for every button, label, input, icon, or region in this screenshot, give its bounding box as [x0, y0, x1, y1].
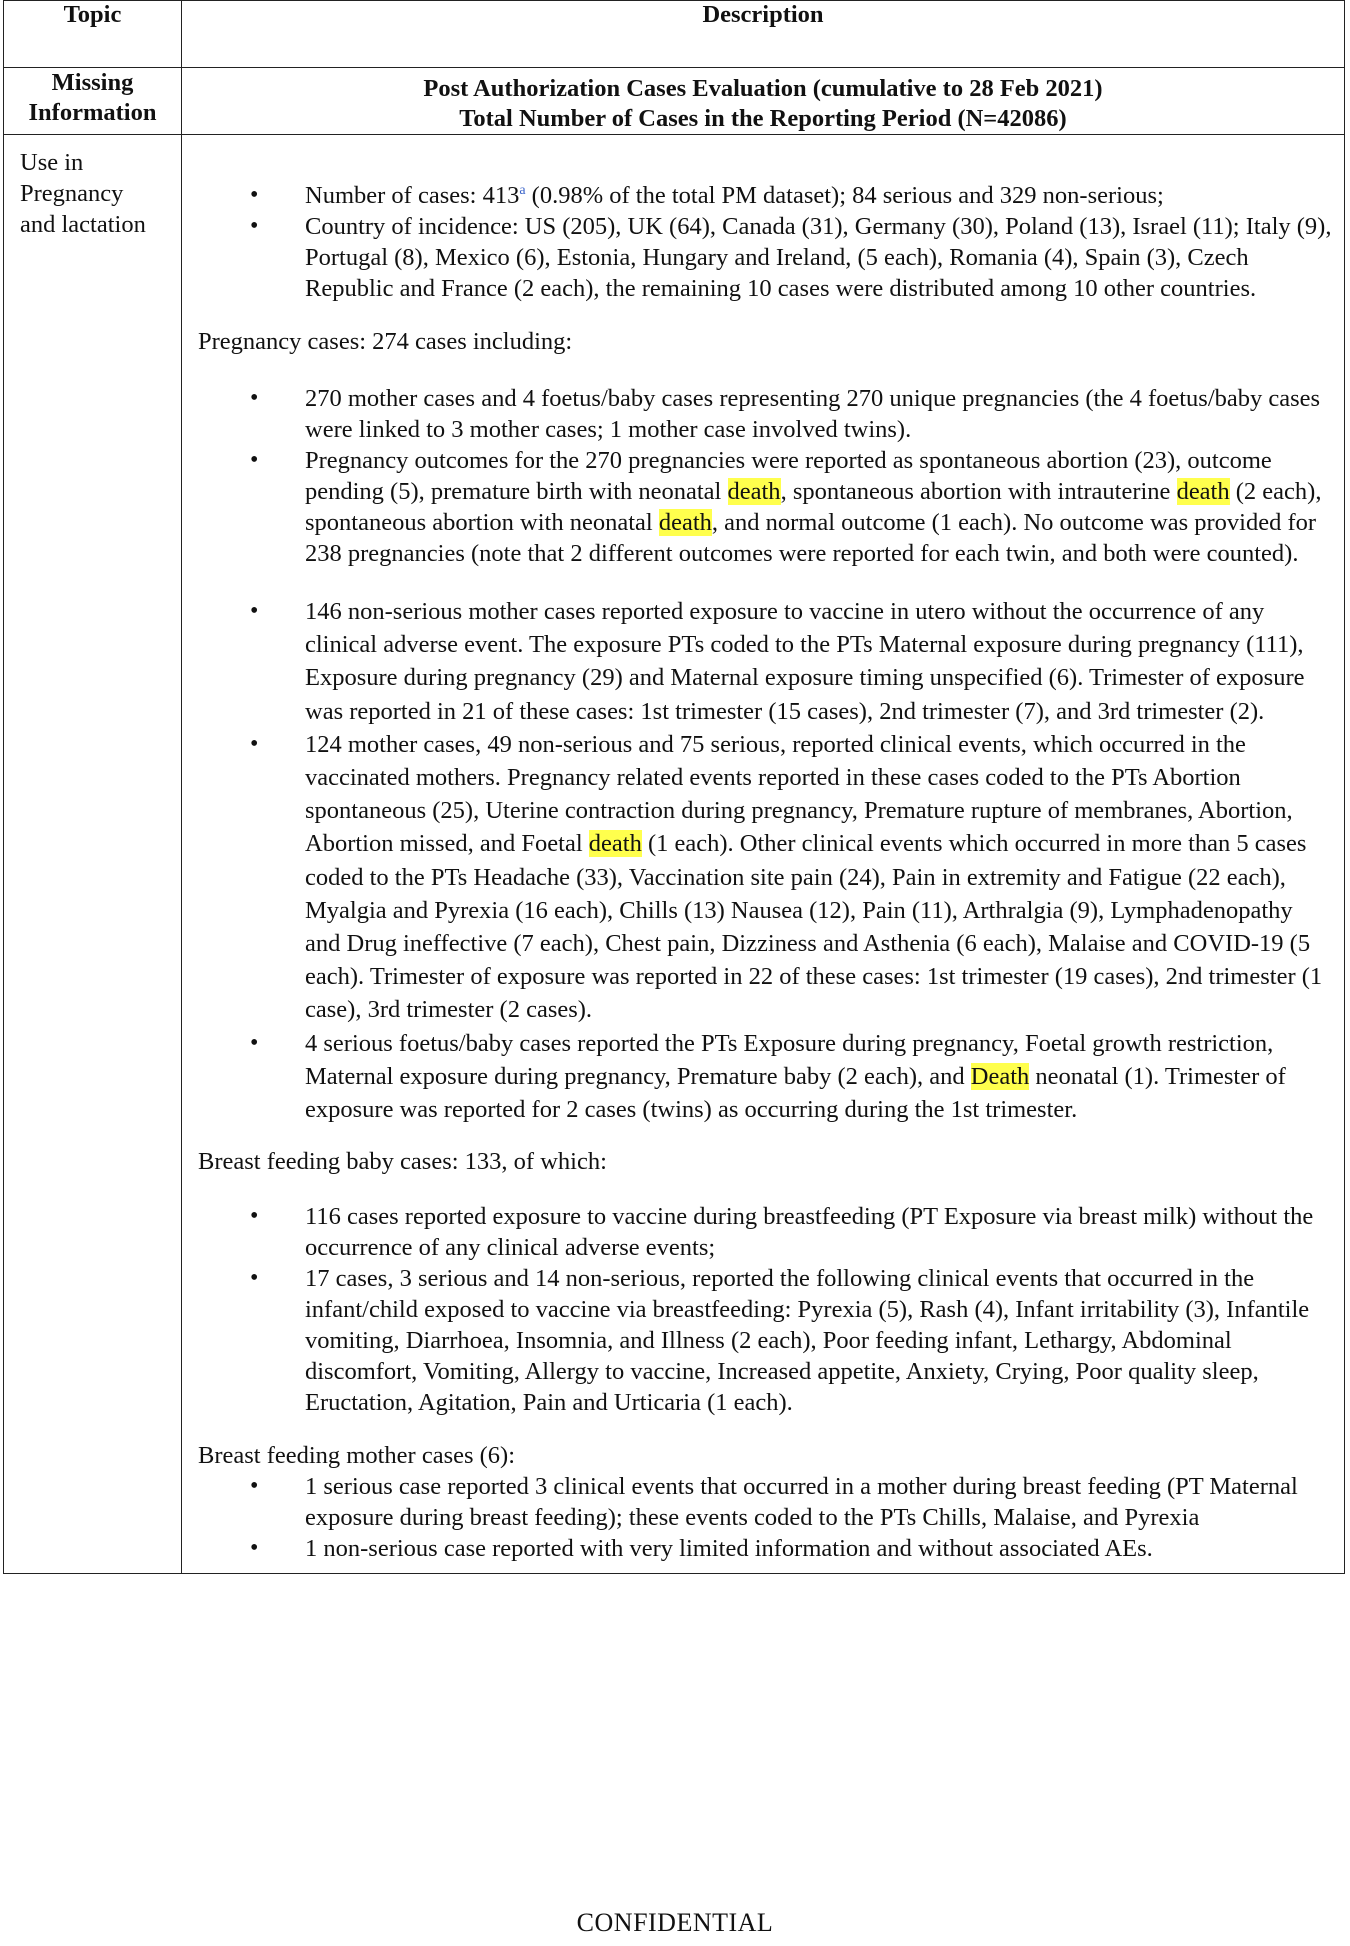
missing-label-line1: Missing [51, 69, 134, 96]
outcome-text-2: , spontaneous abortion with intrauterine [780, 478, 1177, 505]
missing-label-line2: Information [28, 99, 157, 126]
outcome-text-4: , and normal outcome (1 each). No outcome was provided for 238 pregnancies (note that 2 different outcomes were reported for each twin, and both were counted). [305, 509, 1317, 567]
highlight-death: death [1176, 478, 1230, 505]
pregnancy-heading: Pregnancy cases: 274 cases including: [198, 328, 573, 355]
list-item [198, 1471, 1332, 1533]
mother-events-text-2: (1 each). Other clinical events which occurred in more than 5 cases coded to the PTs Headache (33), Vaccination site pain (24), Pain in extremity and Fatigue (22 each), Myalgia and Pyrexia (16 each), Chills (13) Nausea (12), Pain (11), Arthralgia (9), Lymphadenopathy and Drug ineffective (7 each), Chest pain, Dizziness and Asthenia (6 each), Malaise and COVID-19 (5 each). Trimester of exposure was reported in 22 of these cases: 1st trimester (19 cases), 2nd trimester (1 case), 3rd trimester (2 cases). [305, 830, 1323, 1024]
topic-line1: Use in [20, 149, 84, 176]
serious-mother-case-text: 1 serious case reported 3 clinical events that occurred in a mother during breast feeding (PT Maternal exposure during breast feeding); these events coded to the PTs Chills, Malaise, and Pyrexia [305, 1473, 1298, 1532]
list-item [198, 1201, 1332, 1263]
non-serious-mother-text: 146 non-serious mother cases reported exposure to vaccine in utero without the occurrence of any clinical adverse event. The exposure PTs coded to the PTs Maternal exposure during pregnancy (111), Exposure during pregnancy (29) and Maternal exposure timing unspecified (6). Trimester of exposure was reported in 21 of these cases: 1st trimester (15 cases), 2nd trimester (7), and 3rd trimester (2). [305, 598, 1305, 725]
foetus-cases-text-1: 4 serious foetus/baby cases reported the PTs Exposure during pregnancy, Foetal growth restriction, Maternal exposure during pregnancy, Premature baby (2 each), and [305, 1029, 1274, 1090]
list-item [198, 1263, 1332, 1418]
highlight-death: death [727, 478, 781, 505]
mother-events-text-1: 124 mother cases, 49 non-serious and 75 serious, reported clinical events, which occurred in the vaccinated mothers. Pregnancy related events reported in these cases coded to the PTs Abortion spontaneous (25), Uterine contraction during pregnancy, Premature rupture of membranes, Abortion, Abortion missed, and Foetal [305, 730, 1293, 858]
overview-list [198, 180, 1332, 304]
table-row [4, 135, 1345, 1574]
confidential-footer: CONFIDENTIAL [576, 1908, 774, 1937]
topic-line2: Pregnancy [20, 180, 124, 207]
cases-count-text: Number of cases: 413 [305, 182, 520, 209]
pregnancy-lactation-table [3, 0, 1345, 1574]
list-item [198, 1533, 1332, 1564]
list-item [198, 211, 1332, 304]
breastfeeding-baby-list [198, 1201, 1332, 1418]
non-serious-mother-case-text: 1 non-serious case reported with very limited information and without associated AEs. [305, 1535, 1153, 1563]
subheader-row [4, 68, 1345, 135]
outcome-text-1: Pregnancy outcomes for the 270 pregnancies were reported as spontaneous abortion (23), outcome pending (5), premature birth with neonatal [305, 447, 1272, 505]
evaluation-title-line2: Total Number of Cases in the Reporting Period (N=42086) [459, 105, 1067, 132]
header-description: Description [182, 1, 1345, 68]
list-item [198, 180, 1332, 211]
evaluation-title-line1: Post Authorization Cases Evaluation (cumulative to 28 Feb 2021) [423, 75, 1103, 102]
table-header-row [4, 1, 1345, 68]
country-incidence-text: Country of incidence: US (205), UK (64), Canada (31), Germany (30), Poland (13), Israel (11); Italy (9), Portugal (8), Mexico (6), Estonia, Hungary and Ireland, (5 each), Romania (4), Spain (3), Czech Republic and France (2 each), the remaining 10 cases were distributed among 10 other countries. [305, 213, 1332, 302]
evaluation-title [182, 68, 1345, 135]
breastfeeding-baby-heading: Breast feeding baby cases: 133, of which: [198, 1148, 607, 1176]
list-item [198, 595, 1332, 728]
highlight-death: death [658, 509, 712, 536]
topic-cell [4, 135, 182, 1574]
list-item [198, 728, 1332, 1027]
footnote-a-link[interactable]: a [519, 182, 526, 198]
missing-information-label [4, 68, 182, 135]
mother-cases-text: 270 mother cases and 4 foetus/baby cases representing 270 unique pregnancies (the 4 foetus/baby cases were linked to 3 mother cases; 1 mother case involved twins). [305, 385, 1321, 443]
outcome-text-3: (2 each), spontaneous abortion with neonatal [305, 478, 1322, 536]
pregnancy-list-a [198, 383, 1332, 569]
topic-line3: and lactation [20, 211, 146, 238]
cases-count-rest: (0.98% of the total PM dataset); 84 serious and 329 non-serious; [525, 182, 1164, 209]
list-item [198, 1027, 1332, 1127]
pregnancy-list-b [198, 595, 1332, 1126]
breastfeeding-exposure-text: 116 cases reported exposure to vaccine during breastfeeding (PT Exposure via breast milk) without the occurrence of any clinical adverse events; [305, 1203, 1314, 1262]
header-topic: Topic [4, 1, 182, 68]
breastfeeding-events-text: 17 cases, 3 serious and 14 non-serious, reported the following clinical events that occurred in the infant/child exposed to vaccine via breastfeeding: Pyrexia (5), Rash (4), Infant irritability (3), Infantile vomiting, Diarrhoea, Insomnia, and Illness (2 each), Poor feeding infant, Lethargy, Abdominal discomfort, Vomiting, Allergy to vaccine, Increased appetite, Anxiety, Crying, Poor quality sleep, Eructation, Agitation, Pain and Urticaria (1 each). [305, 1265, 1310, 1417]
highlight-death: death [588, 830, 642, 858]
breastfeeding-mother-list [198, 1471, 1332, 1564]
highlight-death: Death [970, 1062, 1030, 1090]
foetus-cases-text-2: neonatal (1). Trimester of exposure was reported for 2 cases (twins) as occurring during the 1st trimester. [305, 1062, 1286, 1124]
breastfeeding-mother-heading: Breast feeding mother cases (6): [198, 1442, 516, 1470]
list-item [198, 383, 1332, 445]
description-cell [182, 135, 1345, 1574]
list-item [198, 445, 1332, 569]
